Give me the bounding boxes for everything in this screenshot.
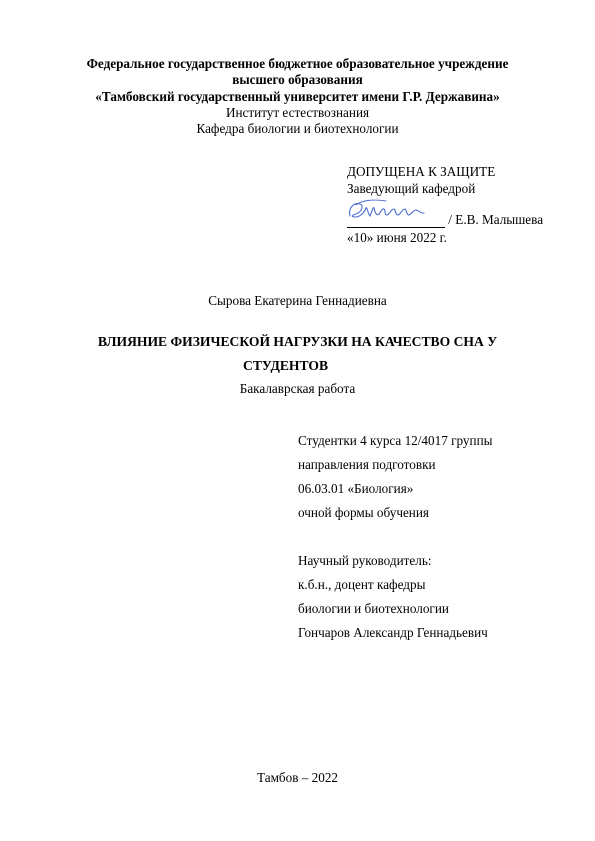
header-institute: Институт естествознания <box>225 105 370 120</box>
approval-signature-name: / Е.В. Малышева <box>445 212 544 227</box>
supervisor-department: биологии и биотехнологии <box>298 601 449 616</box>
footer-city-year: Тамбов – 2022 <box>256 770 339 785</box>
supervisor-degree: к.б.н., доцент кафедры <box>298 577 426 592</box>
approval-date: «10» июня 2022 г. <box>347 230 447 245</box>
supervisor-name: Гончаров Александр Геннадьевич <box>298 625 488 640</box>
header-department: Кафедра биологии и биотехнологии <box>196 121 399 136</box>
student-specialty: 06.03.01 «Биология» <box>298 481 414 496</box>
approval-admitted: ДОПУЩЕНА К ЗАЩИТЕ <box>347 164 496 179</box>
header-university-name: «Тамбовский государственный университет имени Г.Р. Державина» <box>95 89 500 104</box>
header-university-type: Федеральное государственное бюджетное образовательное учреждение <box>86 56 509 71</box>
author-name: Сырова Екатерина Геннадиевна <box>208 293 387 308</box>
approval-head-of-department: Заведующий кафедрой <box>347 181 476 196</box>
work-type: Бакалаврская работа <box>239 381 356 396</box>
student-direction: направления подготовки <box>298 457 436 472</box>
handwritten-signature <box>346 196 432 224</box>
thesis-title-line1: ВЛИЯНИЕ ФИЗИЧЕСКОЙ НАГРУЗКИ НА КАЧЕСТВО СНА У <box>97 334 498 349</box>
student-study-form: очной формы обучения <box>298 505 429 520</box>
supervisor-heading: Научный руководитель: <box>298 553 432 568</box>
thesis-title-line2: СТУДЕНТОВ <box>243 358 329 373</box>
header-education-level: высшего образования <box>232 72 363 87</box>
student-course-group: Студентки 4 курса 12/4017 группы <box>298 433 493 448</box>
